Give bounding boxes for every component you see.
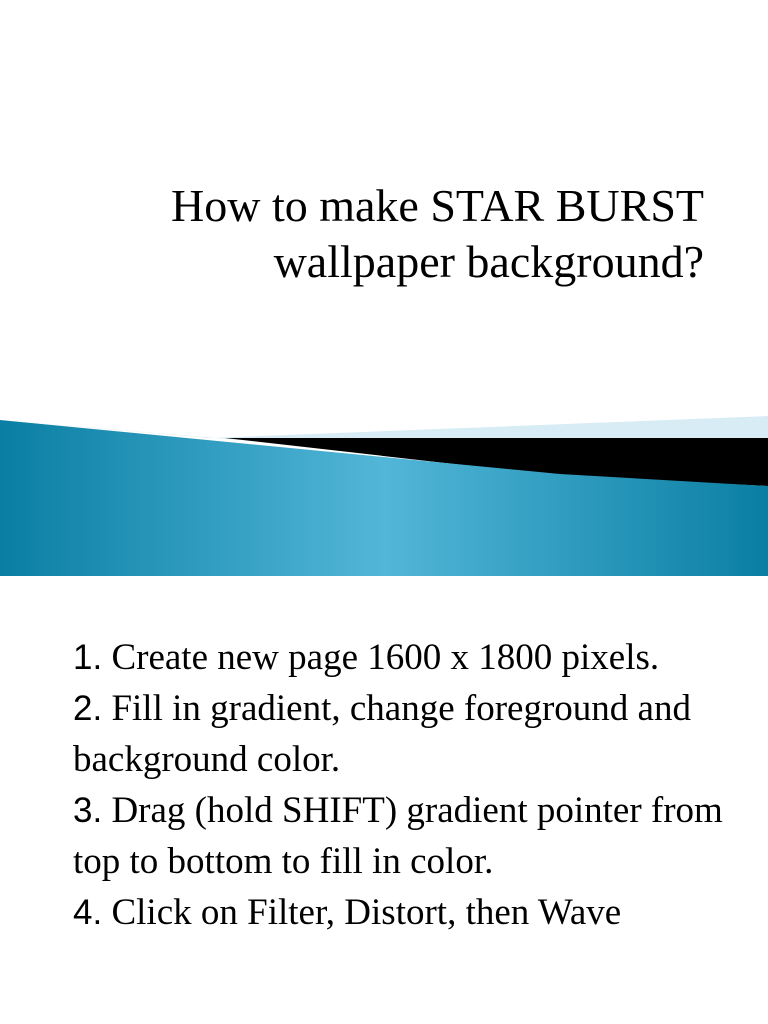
title-line-1: How to make STAR BURST bbox=[171, 180, 704, 231]
step-number: 4. bbox=[73, 893, 103, 932]
step-text: Drag (hold SHIFT) gradient pointer from top to bottom to fill in color. bbox=[73, 790, 723, 882]
step-number: 2. bbox=[73, 689, 103, 728]
step-item bbox=[73, 632, 733, 683]
step-number: 3. bbox=[73, 791, 103, 830]
steps-list bbox=[73, 632, 733, 938]
step-item bbox=[73, 683, 733, 785]
title-line-2: wallpaper background? bbox=[273, 236, 704, 287]
step-item bbox=[73, 785, 733, 887]
slide-title bbox=[64, 178, 704, 290]
step-item bbox=[73, 887, 733, 938]
step-text: Fill in gradient, change foreground and background color. bbox=[73, 688, 691, 780]
step-text: Create new page 1600 x 1800 pixels. bbox=[102, 637, 660, 678]
step-text: Click on Filter, Distort, then Wave bbox=[102, 892, 622, 933]
step-number: 1. bbox=[73, 638, 103, 677]
decorative-band bbox=[0, 410, 768, 576]
